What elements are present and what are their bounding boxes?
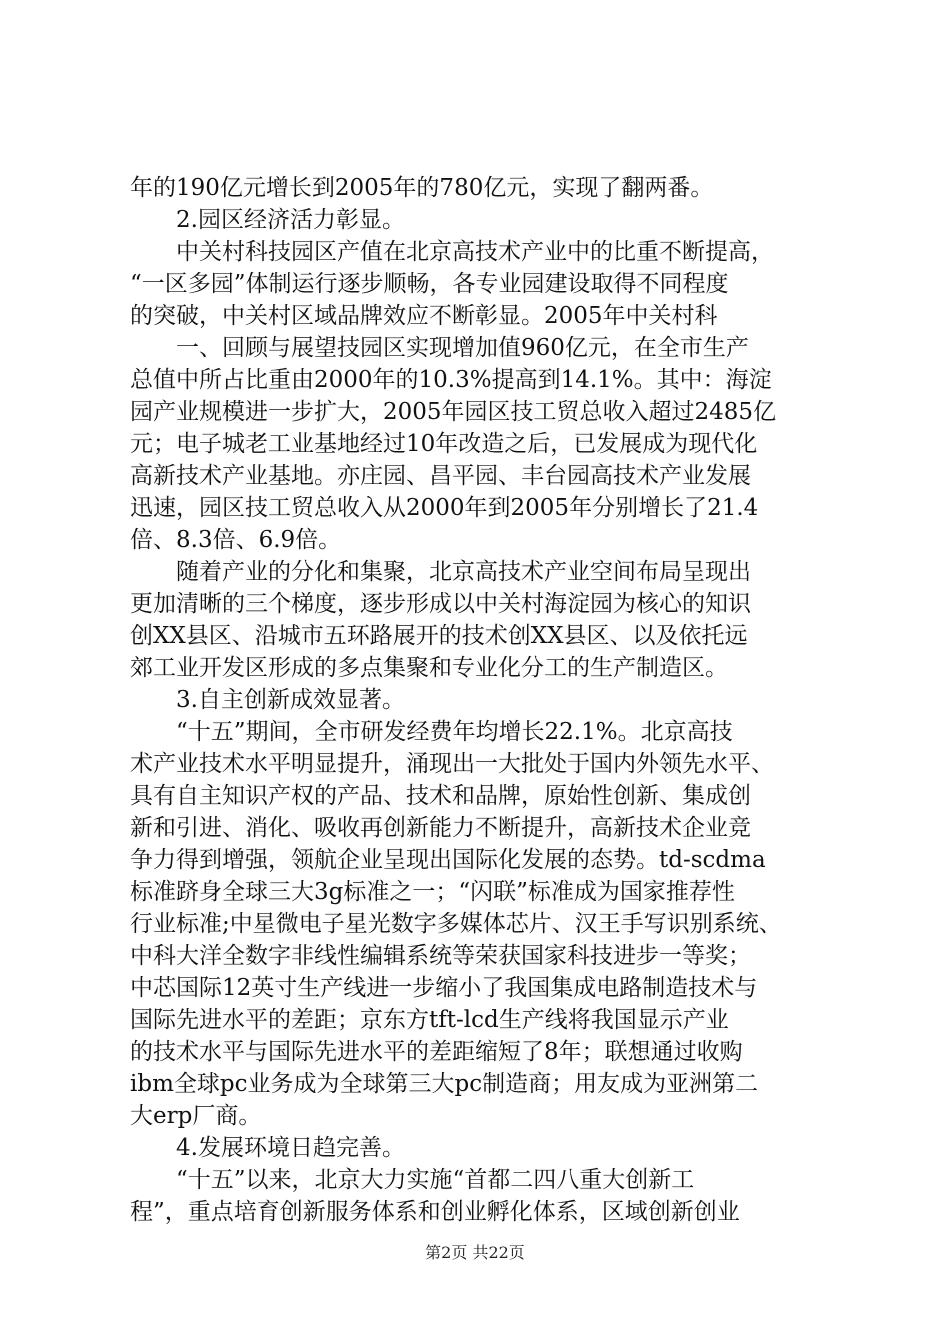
text-line: 新和引进、消化、吸收再创新能力不断提升，高新技术企业竞 [130,815,751,841]
text-line: 标准跻身全球三大3g标准之一；“闪联”标准成为国家推荐性 [130,879,735,905]
page-number-footer: 第2页 共22页 [425,1243,525,1262]
text-line: 中关村科技园区产值在北京高技术产业中的比重不断提高， [130,239,774,265]
text-line: 倍、8.3倍、6.9倍。 [130,527,342,553]
text-line: 创XX县区、沿城市五环路展开的技术创XX县区、以及依托远 [130,623,748,649]
text-line: 国际先进水平的差距；京东方tft-lcd生产线将我国显示产业 [130,1007,729,1033]
section-heading: 4.发展环境日趋完善。 [130,1135,405,1161]
text-line: 园产业规模进一步扩大，2005年园区技工贸总收入超过2485亿 [130,399,777,425]
document-body [130,172,830,1228]
text-line: 的技术水平与国际先进水平的差距缩短了8年；联想通过收购 [130,1039,743,1065]
section-heading: 2.园区经济活力彰显。 [130,207,405,233]
section-heading: 3.自主创新成效显著。 [130,687,405,713]
text-line: 总值中所占比重由2000年的10.3%提高到14.1%。其中：海淀 [130,367,772,393]
text-line: ibm全球pc业务成为全球第三大pc制造商；用友成为亚洲第二 [130,1071,759,1097]
text-line: 具有自主知识产权的产品、技术和品牌，原始性创新、集成创 [130,783,751,809]
text-line: 迅速，园区技工贸总收入从2000年到2005年分别增长了21.4 [130,495,759,521]
text-line: 程”，重点培育创新服务体系和创业孵化体系，区域创新创业 [130,1199,740,1225]
text-line: 中科大洋全数字非线性编辑系统等荣获国家科技进步一等奖； [130,943,751,969]
text-line: 术产业技术水平明显提升，涌现出一大批处于国内外领先水平、 [130,751,774,777]
text-line: “一区多园”体制运行逐步顺畅，各专业园建设取得不同程度 [130,271,729,297]
text-line: “十五”期间，全市研发经费年均增长22.1%。北京高技 [130,719,733,745]
text-line: 年的190亿元增长到2005年的780亿元，实现了翻两番。 [130,175,714,201]
text-line: 随着产业的分化和集聚，北京高技术产业空间布局呈现出 [130,559,751,585]
text-line: 的突破，中关村区域品牌效应不断彰显。2005年中关村科 [130,303,718,329]
text-line: “十五”以来，北京大力实施“首都二四八重大创新工 [130,1167,695,1193]
text-line: 行业标准;中星微电子星光数字多媒体芯片、汉王手写识别系统、 [130,911,782,937]
text-line: 郊工业开发区形成的多点集聚和专业化分工的生产制造区。 [130,655,728,681]
text-line: 中芯国际12英寸生产线进一步缩小了我国集成电路制造技术与 [130,975,758,1001]
text-line: 元；电子城老工业基地经过10年改造之后，已发展成为现代化 [130,431,758,457]
text-line: 一、回顾与展望技园区实现增加值960亿元，在全市生产 [130,335,749,361]
text-line: 争力得到增强，领航企业呈现出国际化发展的态势。td-scdma [130,847,766,873]
text-line: 更加清晰的三个梯度，逐步形成以中关村海淀园为核心的知识 [130,591,751,617]
text-line: 大erp厂商。 [130,1103,262,1129]
text-line: 高新技术产业基地。亦庄园、昌平园、丰台园高技术产业发展 [130,463,751,489]
